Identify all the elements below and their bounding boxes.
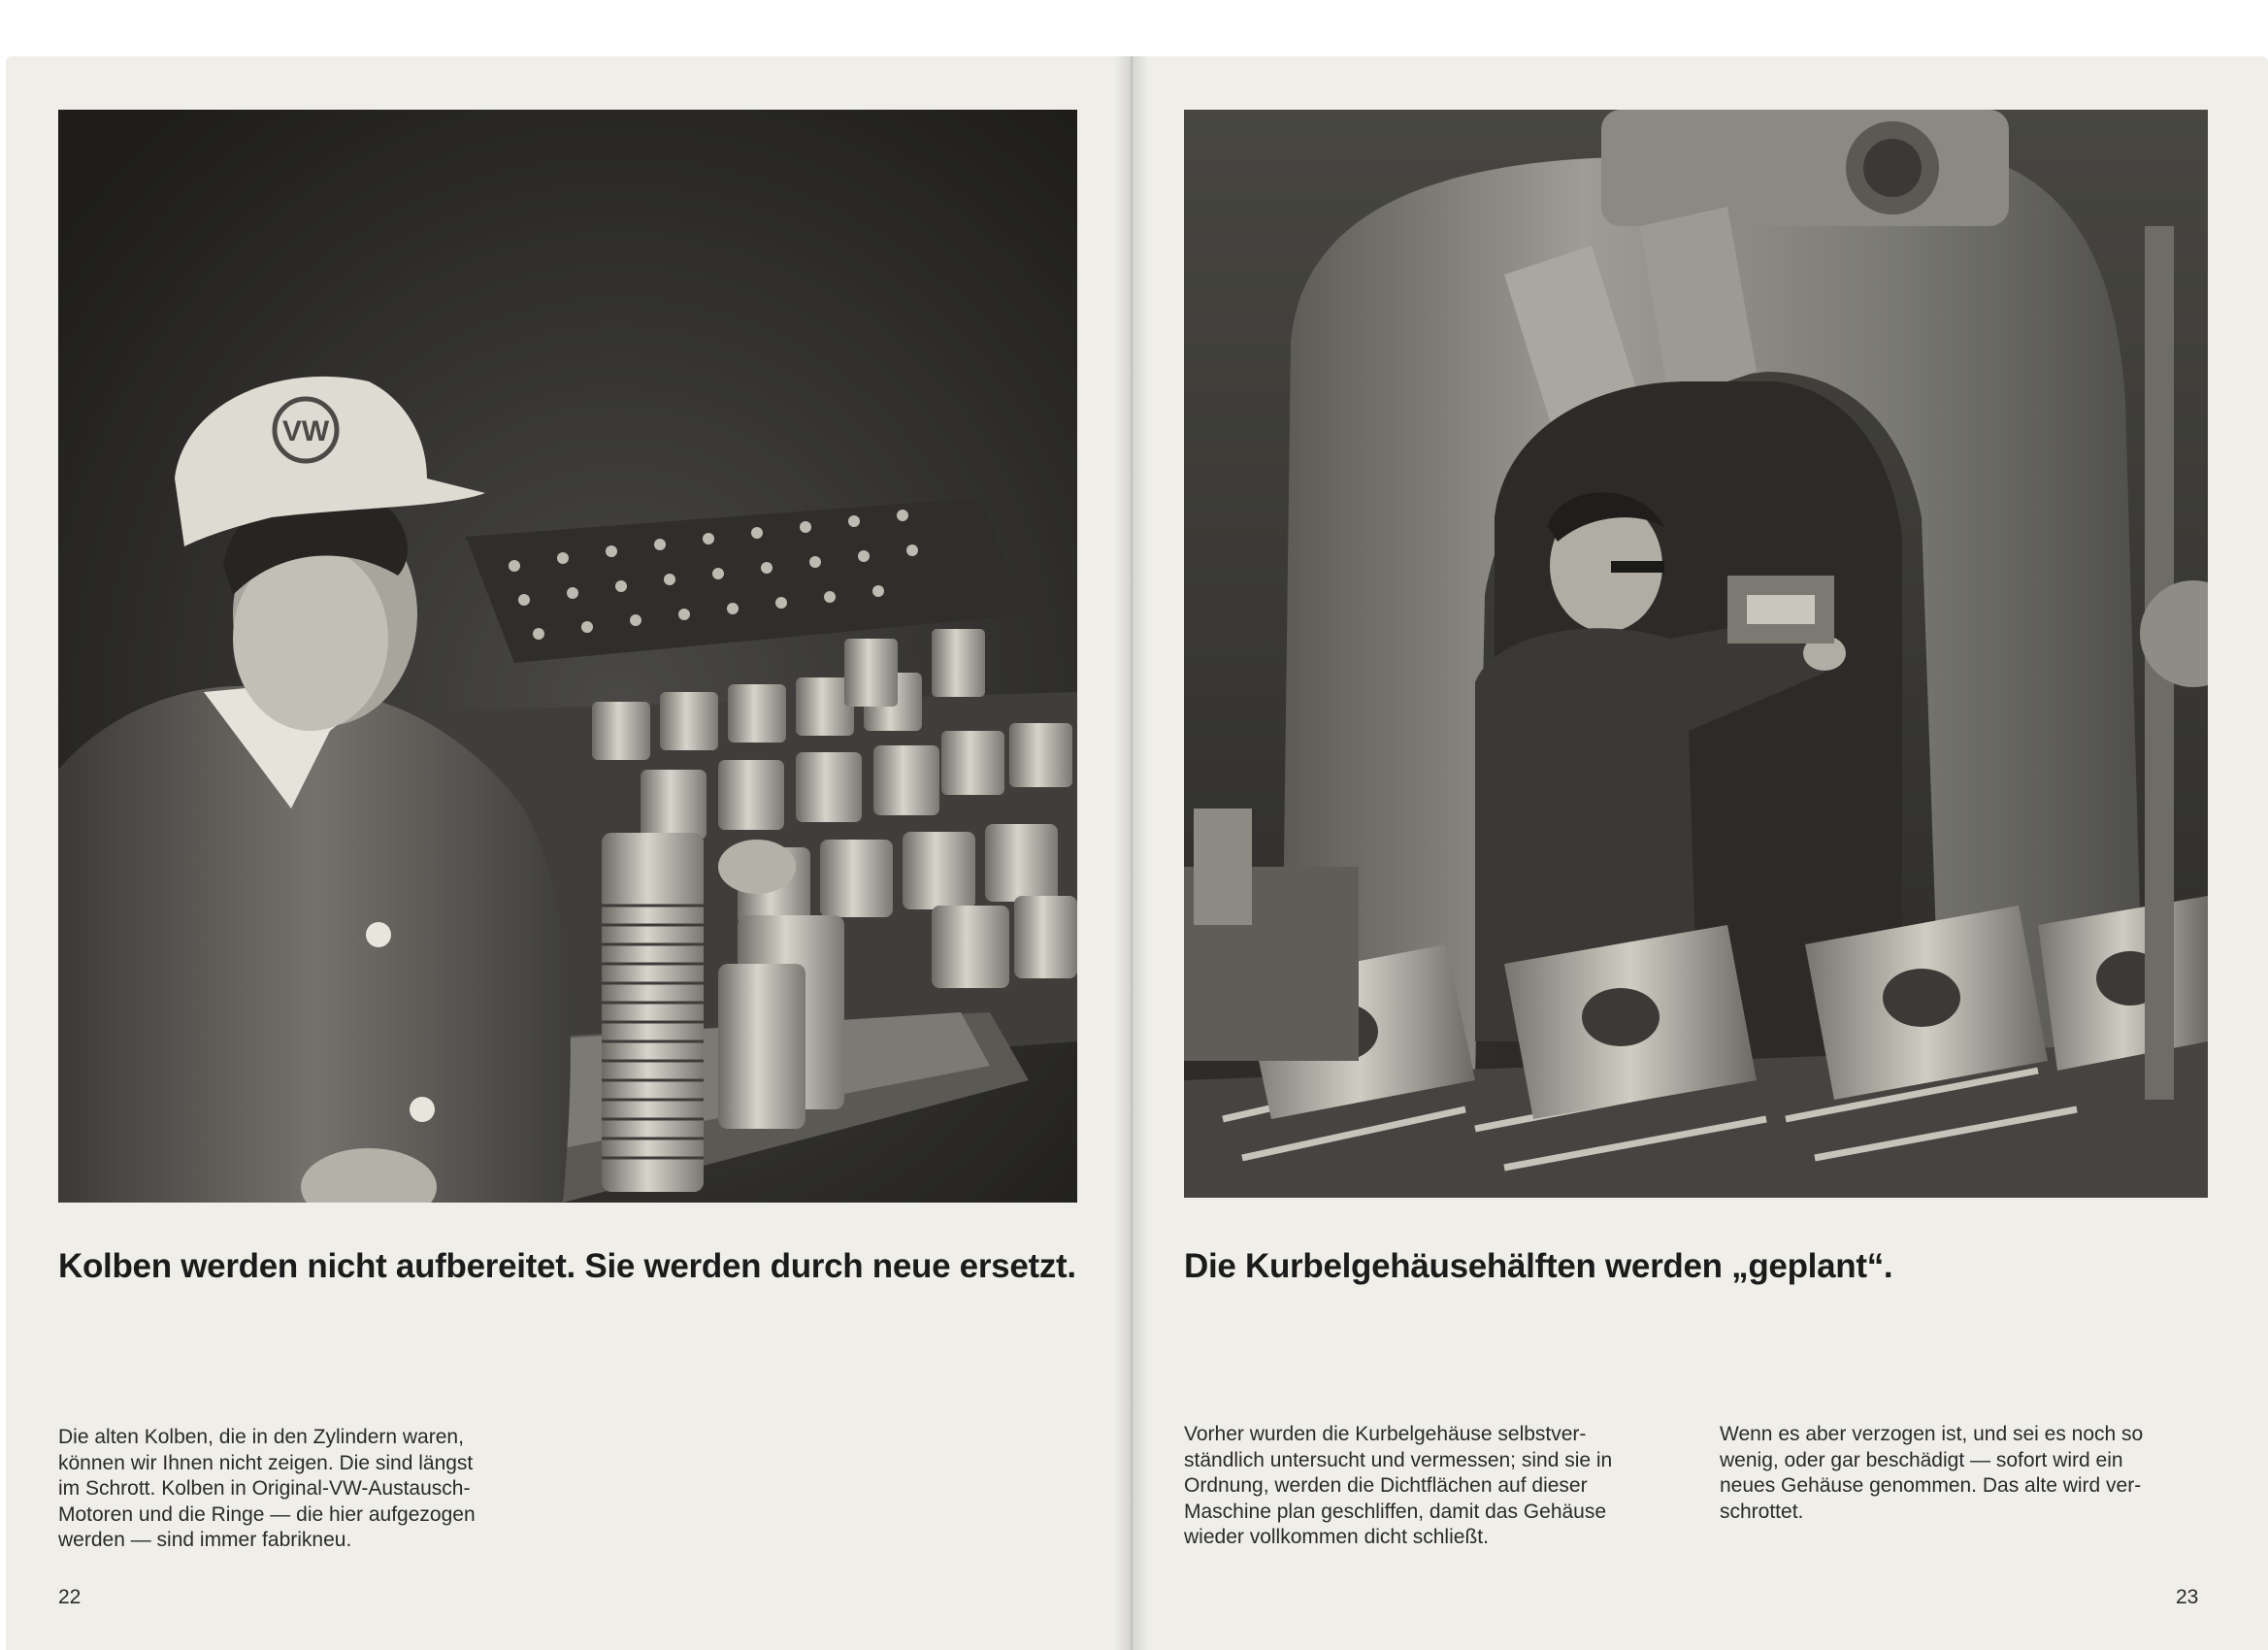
right-heading: Die Kurbelgehäusehälften werden „geplant“.	[1184, 1247, 1893, 1285]
text-line: Maschine plan geschliffen, damit das Gehäuse	[1184, 1500, 1607, 1523]
page-number-left: 22	[58, 1586, 82, 1608]
text-line: neues Gehäuse genommen. Das alte wird ver-	[1720, 1474, 2142, 1497]
text-line: ständlich untersucht und vermessen; sind sie in	[1184, 1448, 1613, 1471]
text-line: können wir Ihnen nicht zeigen. Die sind längst	[58, 1451, 474, 1474]
text-line: Die alten Kolben, die in den Zylindern waren,	[58, 1426, 464, 1448]
left-heading: Kolben werden nicht aufbereitet. Sie werden durch neue ersetzt.	[58, 1247, 1076, 1285]
text-line: Vorher wurden die Kurbelgehäuse selbstver-	[1184, 1423, 1587, 1445]
text-line: im Schrott. Kolben in Original-VW-Austausch-	[58, 1477, 471, 1500]
photo-crankcase-machine	[1184, 110, 2208, 1198]
text-line: wenig, oder gar beschädigt — sofort wird ein	[1720, 1448, 2123, 1471]
right-body-text-column-1	[1184, 1422, 1669, 1551]
page-number-right: 23	[2176, 1586, 2199, 1608]
text-line: wieder vollkommen dicht schließt.	[1184, 1526, 1489, 1548]
photo-piston-worker	[58, 110, 1077, 1203]
left-body-text	[58, 1425, 543, 1554]
text-line: Wenn es aber verzogen ist, und sei es noch so	[1720, 1423, 2144, 1445]
text-line: Motoren und die Ringe — die hier aufgezogen	[58, 1502, 476, 1526]
text-line: Ordnung, werden die Dichtflächen auf dieser	[1184, 1474, 1588, 1497]
text-line: schrottet.	[1720, 1500, 1804, 1523]
vw-cap-logo: VW	[281, 415, 330, 447]
right-body-text-column-2	[1720, 1422, 2205, 1525]
text-line: werden — sind immer fabrikneu.	[58, 1529, 352, 1551]
